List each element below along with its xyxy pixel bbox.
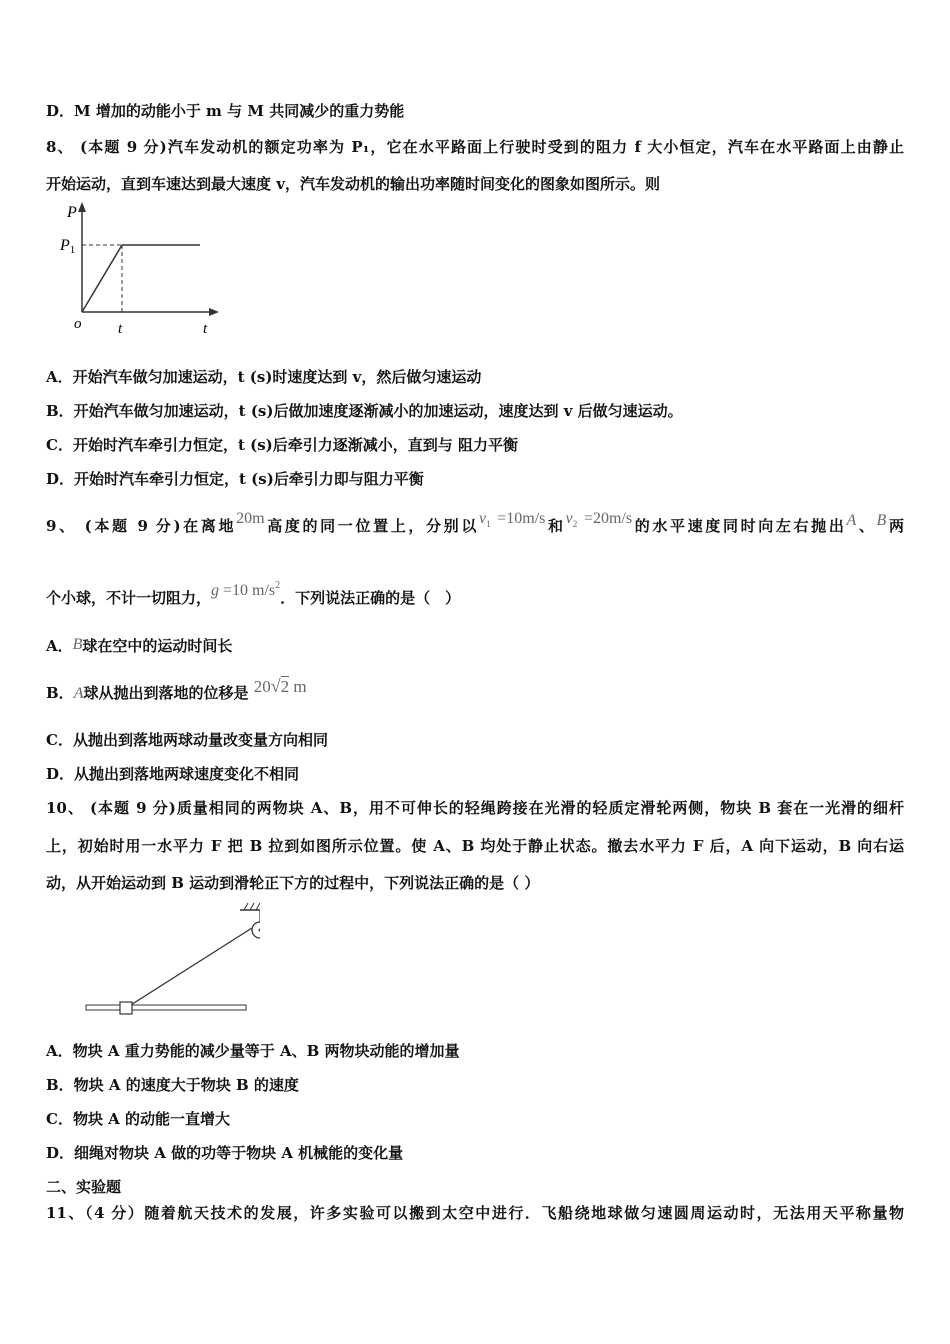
q10-stem-line2: 上，初始时用一水平力 F 把 B 拉到如图所示位置。使 A、B 均处于静止状态。撤去水平力 F 后，A 向下运动，B 向右运 xyxy=(46,837,904,855)
q10-option-a: A．物块 A 重力势能的减少量等于 A、B 两物块动能的增加量 xyxy=(46,1042,460,1060)
rope-to-b xyxy=(126,928,252,1008)
q10-option-c: C．物块 A 的动能一直增大 xyxy=(46,1110,231,1128)
pulley-axle xyxy=(259,929,261,932)
q9-stem-line1: 9、 (本题 9 分)在离地20m高度的同一位置上，分别以$v_1 =10m/s$和$v_2 =20m/s$的水平速度同时向左右抛出A、B两 xyxy=(46,510,904,535)
q8-option-a: A．开始汽车做匀加速运动，t (s)时速度达到 v，然后做匀速运动 xyxy=(46,368,482,386)
q8-option-c: C．开始时汽车牵引力恒定，t (s)后牵引力逐渐减小，直到与 阻力平衡 xyxy=(46,436,518,454)
origin-label: o xyxy=(74,316,82,332)
q9-option-b: B．A球从抛出到落地的位移是 20√2 m xyxy=(46,676,307,702)
q8-stem-line2: 开始运动，直到车速达到最大速度 v，汽车发动机的输出功率随时间变化的图象如图所示。则 xyxy=(46,175,660,193)
q10-stem-line3: 动，从开始运动到 B 运动到滑轮正下方的过程中，下列说法正确的是（ ） xyxy=(46,874,540,892)
p1-label: P1 xyxy=(60,237,76,256)
section-title: 二、实验题 xyxy=(46,1178,122,1196)
q11-stem-line1: 11、（4 分）随着航天技术的发展，许多实验可以搬到太空中进行．飞船绕地球做匀速圆周运动时，无法用天平称量物 xyxy=(46,1204,904,1222)
sqrt-expression: 20√2 m xyxy=(253,676,307,696)
pulley-diagram xyxy=(80,898,260,1023)
x-axis-label: t xyxy=(203,321,208,337)
horizontal-rod xyxy=(86,1005,246,1010)
q10-option-d: D．细绳对物块 A 做的功等于物块 A 机械能的变化量 xyxy=(46,1144,404,1162)
q7-option-d: D．M 增加的动能小于 m 与 M 共同减少的重力势能 xyxy=(46,102,405,120)
t-mark-label: t xyxy=(118,321,123,337)
block-b xyxy=(120,1002,132,1014)
q9-option-a: A．B球在空中的运动时间长 xyxy=(46,636,233,655)
q9-option-c: C．从抛出到落地两球动量改变量方向相同 xyxy=(46,731,328,749)
y-axis-arrow-icon xyxy=(78,202,86,212)
q8-option-d: D．开始时汽车牵引力恒定，t (s)后牵引力即与阻力平衡 xyxy=(46,470,424,488)
x-axis-arrow-icon xyxy=(209,308,219,316)
q8-option-b: B．开始汽车做匀加速运动，t (s)后做加速度逐渐减小的加速运动，速度达到 v 后做匀速运动。 xyxy=(46,402,683,420)
y-axis-label: P xyxy=(67,204,77,221)
q10-stem-line1: 10、 (本题 9 分)质量相同的两物块 A、B，用不可伸长的轻绳跨接在光滑的轻质定滑轮两侧，物块 B 套在一光滑的细杆 xyxy=(46,799,904,817)
ceiling-hatch xyxy=(244,903,260,910)
ramp-line xyxy=(82,245,122,312)
q9-stem-line2: 个小球，不计一切阻力，g =10 $m/s^2$．下列说法正确的是（ ） xyxy=(46,580,461,607)
q10-option-b: B．物块 A 的速度大于物块 B 的速度 xyxy=(46,1076,299,1094)
power-time-graph xyxy=(55,200,225,345)
q9-option-d: D．从抛出到落地两球速度变化不相同 xyxy=(46,765,300,783)
q8-stem-line1: 8、 (本题 9 分)汽车发动机的额定功率为 P₁，它在水平路面上行驶时受到的阻力 f 大小恒定，汽车在水平路面上由静止 xyxy=(46,138,904,156)
